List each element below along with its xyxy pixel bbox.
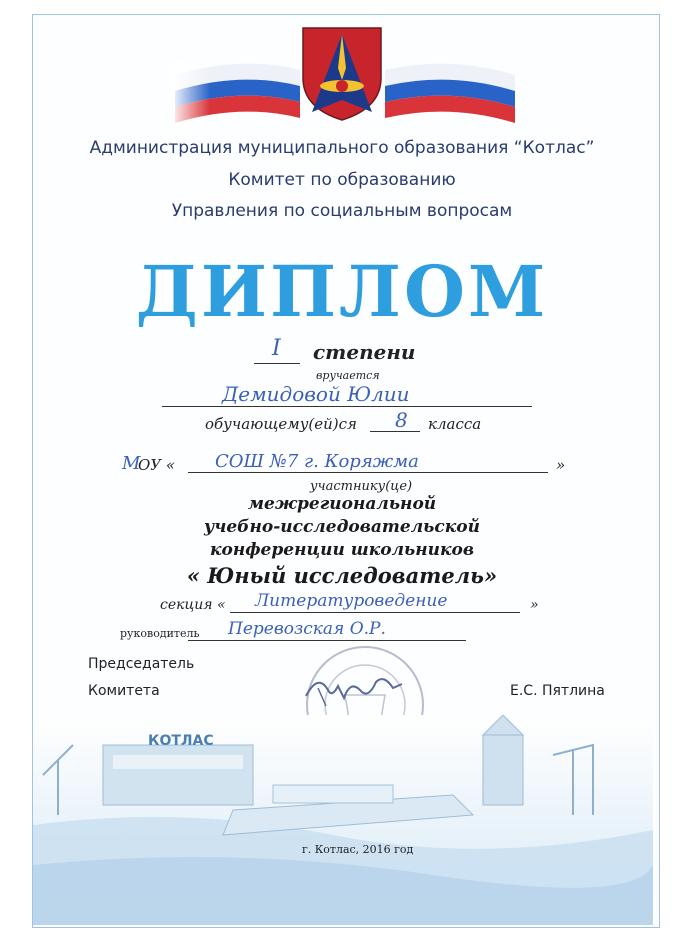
school-underline bbox=[188, 472, 548, 473]
school-m-handwritten: М bbox=[122, 453, 141, 474]
participant-label: участнику(це) bbox=[310, 479, 413, 494]
degree-underline bbox=[254, 363, 300, 364]
header-department: Управления по социальным вопросам bbox=[171, 201, 513, 221]
grade-handwritten: 8 bbox=[395, 408, 408, 432]
flag-ribbon-graphic bbox=[0, 20, 684, 140]
signatory-title-line1: Председатель bbox=[88, 656, 195, 672]
section-underline bbox=[230, 612, 520, 613]
grade-suffix: класса bbox=[428, 415, 482, 433]
kotlas-river-illustration bbox=[33, 715, 653, 925]
grade-underline bbox=[370, 431, 420, 432]
grade-prefix: обучающему(ей)ся bbox=[205, 415, 357, 433]
signatory-title-line2: Комитета bbox=[88, 683, 160, 699]
section-handwritten: Литературоведение bbox=[255, 591, 448, 611]
section-suffix: » bbox=[530, 597, 539, 613]
header-committee: Комитет по образованию bbox=[228, 170, 456, 190]
conference-name: « Юный исследователь» bbox=[186, 563, 498, 588]
conference-line2: учебно-исследовательской bbox=[204, 517, 480, 537]
supervisor-handwritten: Перевозская О.Р. bbox=[228, 619, 386, 639]
recipient-name-handwritten: Демидовой Юлии bbox=[222, 382, 410, 406]
header-administration: Администрация муниципального образования “Котлас” bbox=[89, 138, 595, 158]
place-year: г. Котлас, 2016 год bbox=[302, 843, 414, 856]
signatory-name: Е.С. Пятлина bbox=[510, 683, 605, 699]
signature-scribble bbox=[298, 668, 408, 718]
supervisor-label: руководитель bbox=[120, 627, 200, 640]
conference-line1: межрегиональной bbox=[247, 494, 437, 514]
degree-label: степени bbox=[313, 340, 416, 364]
awarded-label: вручается bbox=[316, 369, 380, 382]
illustration-sign: КОТЛАС bbox=[148, 733, 214, 749]
diploma-title: ДИПЛОМ bbox=[135, 250, 549, 333]
school-suffix: » bbox=[556, 456, 566, 474]
degree-handwritten: I bbox=[272, 336, 281, 361]
section-prefix: секция « bbox=[160, 597, 226, 613]
recipient-underline bbox=[162, 406, 532, 407]
conference-line3: конференции школьников bbox=[209, 540, 475, 560]
school-prefix: ОУ « bbox=[138, 456, 176, 474]
school-handwritten: СОШ №7 г. Коряжма bbox=[215, 451, 419, 472]
